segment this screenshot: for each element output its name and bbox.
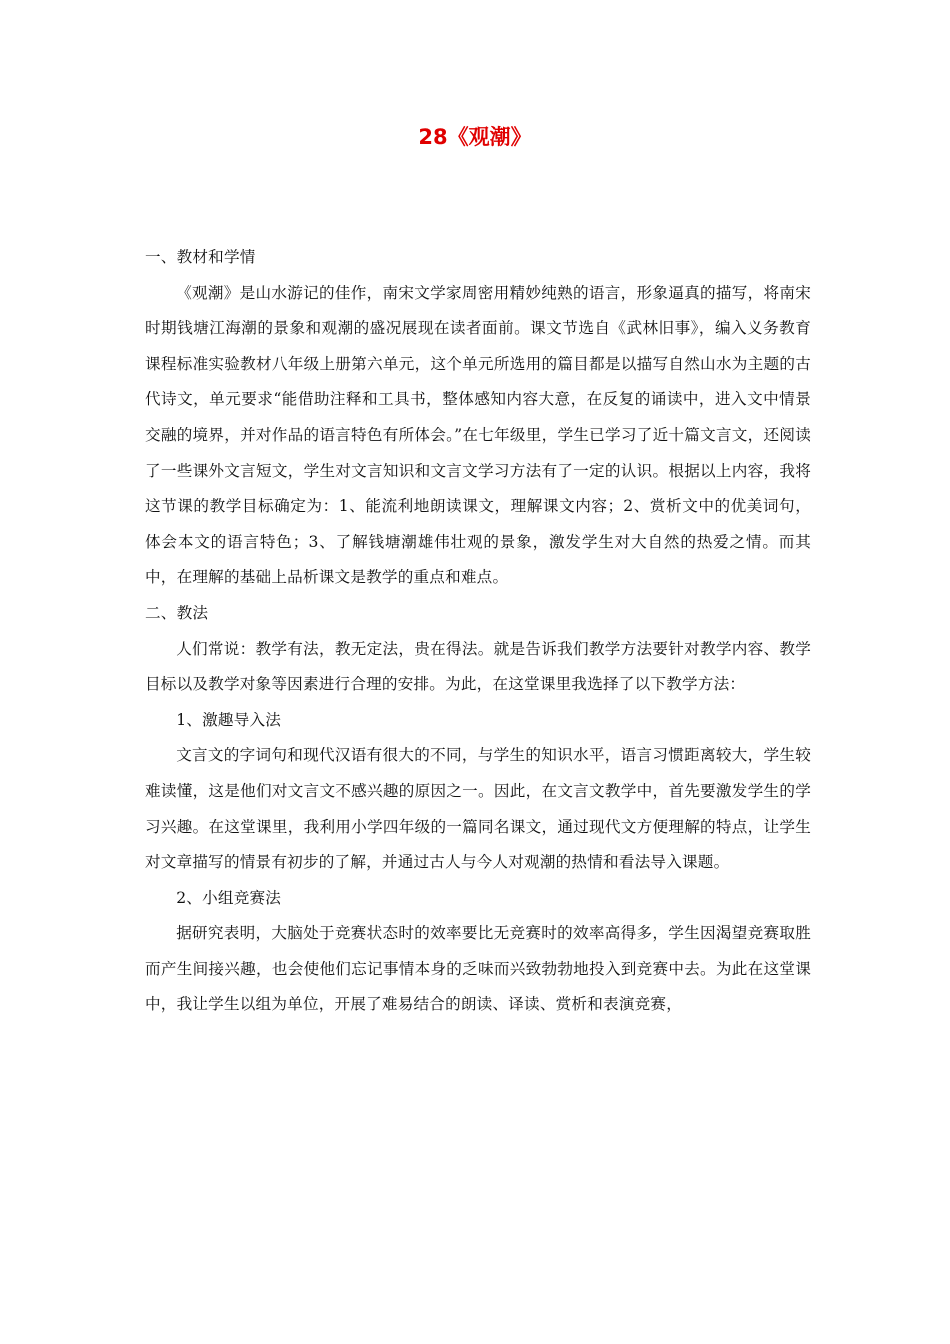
section-heading-methods: 二、教法 — [145, 603, 209, 622]
section-heading-materials: 一、教材和学情 — [145, 248, 256, 266]
paragraph-methods-intro: 人们常说：教学有法，教无定法，贵在得法。就是告诉我们教学方法要针对教学内容、教学目标以及教学对象等因素进行合理的安排。为此，在这堂课里我选择了以下教学方法： — [145, 639, 811, 694]
document-title: 28《观潮》 — [418, 125, 532, 149]
method-paragraph-1: 文言文的字词句和现代汉语有很大的不同，与学生的知识水平，语言习惯距离较大，学生较难读懂，这是他们对文言文不感兴趣的原因之一。因此，在文言文教学中，首先要激发学生的学习兴趣。在这堂课里，我利用小学四年级的一篇同名课文，通过现代文方便理解的特点，让学生对文章描写的情景有初步的了解，并通过古人与今人对观潮的热情和看法导入课题。 — [145, 746, 811, 872]
method-paragraph-2: 据研究表明，大脑处于竞赛状态时的效率要比无竞赛时的效率高得多，学生因渴望竞赛取胜而产生间接兴趣，也会使他们忘记事情本身的乏味而兴致勃勃地投入到竞赛中去。为此在这堂课中，我让学生以组为单位，开展了难易结合的朗读、译读、赏析和表演竞赛， — [145, 924, 811, 1014]
document-body — [145, 240, 811, 1023]
method-heading-2: 2、小组竞赛法 — [176, 888, 282, 907]
method-heading-1: 1、激趣导入法 — [176, 710, 282, 729]
paragraph-materials: 《观潮》是山水游记的佳作，南宋文学家周密用精妙纯熟的语言，形象逼真的描写，将南宋时期钱塘江海潮的景象和观潮的盛况展现在读者面前。课文节选自《武林旧事》，编入义务教育课程标准实验教材八年级上册第六单元，这个单元所选用的篇目都是以描写自然山水为主题的古代诗文，单元要求“能借助注释和工具书，整体感知内容大意，在反复的诵读中，进入文中情景交融的境界，并对作品的语言特色有所体会。”在七年级里，学生已学习了近十篇文言文，还阅读了一些课外文言短文，学生对文言知识和文言文学习方法有了一定的认识。根据以上内容，我将这节课的教学目标确定为：1、能流利地朗读课文，理解课文内容；2、赏析文中的优美词句，体会本文的语言特色；3、了解钱塘潮雄伟壮观的景象，激发学生对大自然的热爱之情。而其中，在理解的基础上品析课文是教学的重点和难点。 — [145, 283, 811, 587]
